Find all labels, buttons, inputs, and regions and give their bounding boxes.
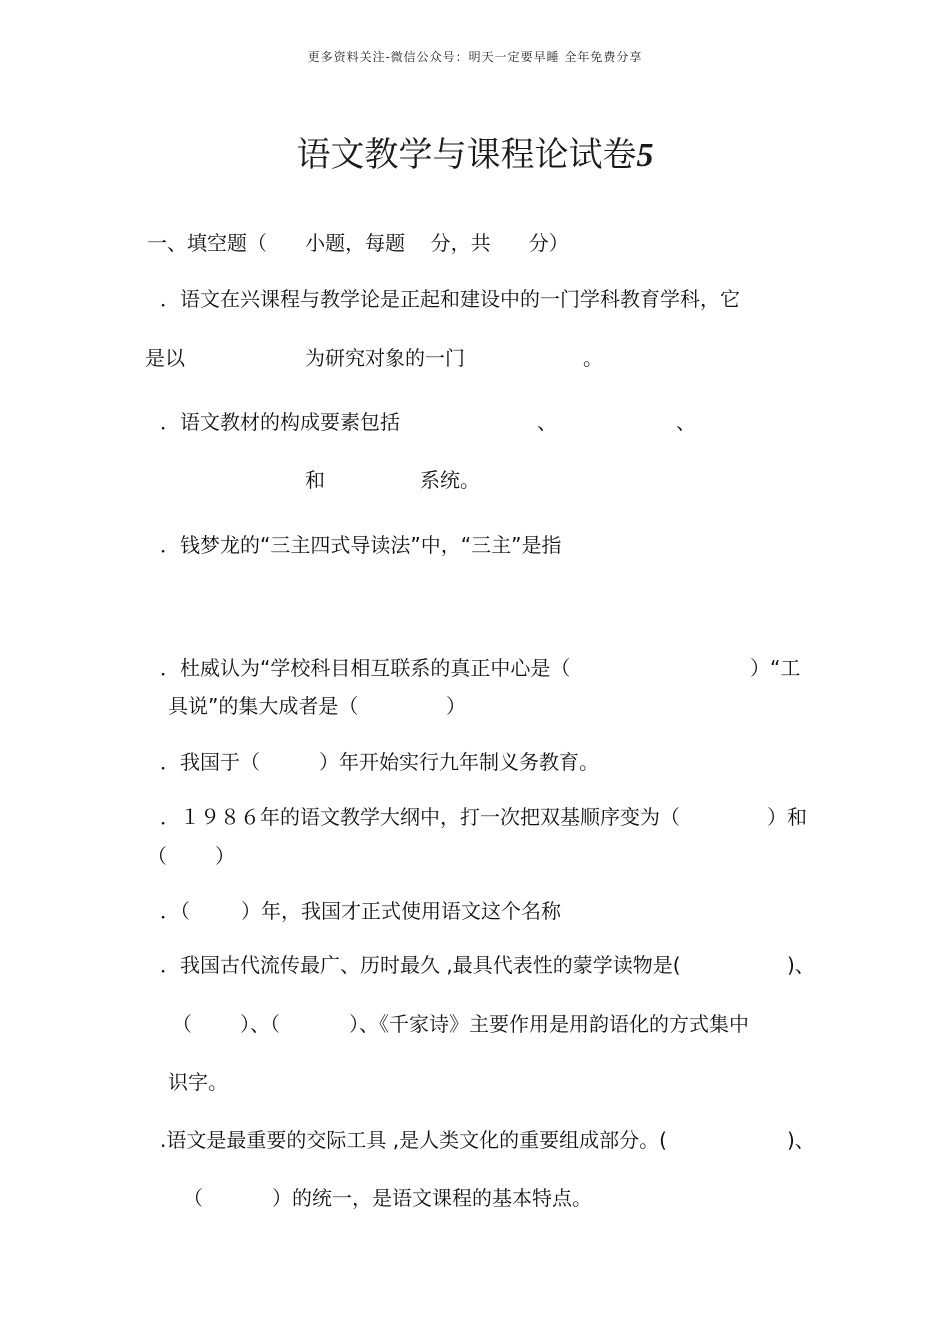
q4-line2-end: ） [446, 694, 466, 718]
q2-line1: ．语文教材的构成要素包括 [160, 410, 400, 434]
q9-line2-open: （ [183, 1186, 203, 1210]
q7-end: ）年，我国才正式使用语文这个名称 [241, 899, 561, 923]
q2-end: 系统。 [420, 468, 480, 492]
title-number: 5 [636, 137, 654, 174]
q1-line2-mid: 为研究对象的一门 [305, 346, 465, 370]
q8-line1-end: )、 [787, 953, 815, 977]
q6-line1-end: ）和 [767, 805, 807, 829]
q3-line1: ．钱梦龙的“三主四式导读法”中，“三主”是指 [160, 533, 562, 557]
q8-line2-end: ）、《千家诗》主要作用是用韵语化的方式集中 [349, 1012, 749, 1036]
q8-line1: ．我国古代流传最广、历时最久 ,最具代表性的蒙学读物是( [160, 953, 681, 977]
q9-line2-end: ）的统一，是语文课程的基本特点。 [272, 1186, 592, 1210]
q5-end: ）年开始实行九年制义务教育。 [319, 750, 599, 774]
q4-line1-end: ）“工 [750, 656, 801, 680]
q5-start: ．我国于（ [160, 750, 260, 774]
q7-start: ．（ [160, 899, 190, 923]
section-heading: 一、填空题（ 小题，每题 分，共 分） [147, 231, 569, 255]
q2-and: 和 [305, 468, 325, 492]
q9-line1-end: )、 [787, 1128, 815, 1152]
page-title [0, 135, 950, 175]
q1-line1: ．语文在兴课程与教学论是正起和建设中的一门学科教育学科，它 [160, 287, 740, 311]
q2-comma2: 、 [676, 410, 696, 434]
title-text: 语文教学与课程论试卷 [296, 135, 637, 175]
q1-line2-start: 是以 [145, 346, 185, 370]
header-note: 更多资料关注-微信公众号：明天一定要早睡 全年免费分享 [307, 50, 643, 64]
q8-line3: 识字。 [168, 1070, 228, 1094]
q8-line2-mid: ）、（ [240, 1012, 280, 1036]
q4-line1: ．杜威认为“学校科目相互联系的真正中心是（ [160, 656, 571, 680]
q9-line1: .语文是最重要的交际工具 ,是人类文化的重要组成部分。( [160, 1128, 667, 1152]
q1-line2-end: 。 [583, 346, 603, 370]
q8-line2-open: （ [172, 1012, 192, 1036]
q4-line2: 具说”的集大成者是（ [168, 694, 359, 718]
q6-line2-open: （ [147, 844, 167, 868]
q6-line2-close: ） [215, 844, 235, 868]
q2-comma1: 、 [537, 410, 557, 434]
q6-line1: ．１９８６年的语文教学大纲中，打一次把双基顺序变为（ [160, 805, 680, 829]
